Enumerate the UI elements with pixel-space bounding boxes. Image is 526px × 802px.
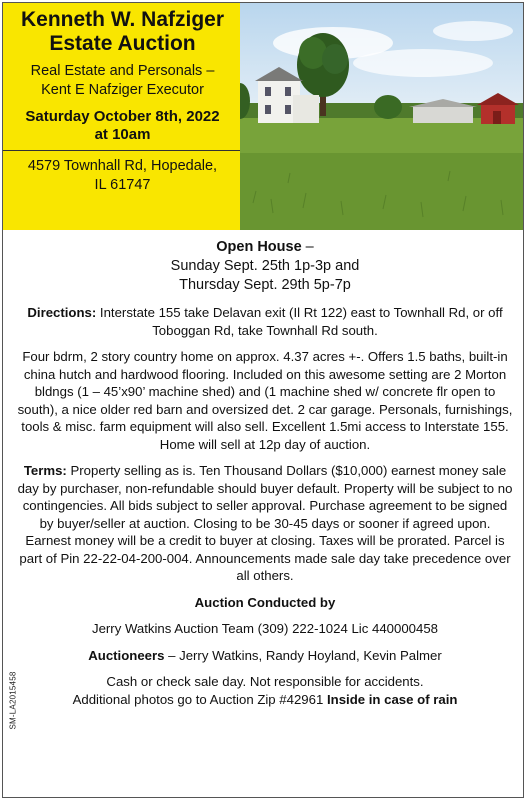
open-house-dash: – bbox=[301, 239, 314, 255]
auction-subtitle bbox=[11, 62, 234, 100]
terms bbox=[17, 462, 513, 585]
address-line-2: IL 61747 bbox=[94, 177, 151, 193]
conducted-by-text: Jerry Watkins Auction Team (309) 222-1024 Lic 440000458 bbox=[91, 621, 438, 636]
open-house-line-1: Sunday Sept. 25th 1p-3p and bbox=[170, 258, 360, 274]
open-house-label: Open House bbox=[216, 239, 302, 255]
terms-label: Terms: bbox=[23, 463, 67, 478]
header-divider bbox=[3, 150, 240, 151]
title-line-2: Estate Auction bbox=[49, 32, 196, 55]
conducted-by-label: Auction Conducted by bbox=[194, 594, 336, 610]
footer-line-2: Additional photos go to Auction Zip #42961 bbox=[72, 691, 327, 707]
open-house-line-2: Thursday Sept. 29th 5p-7p bbox=[179, 277, 351, 293]
directions bbox=[17, 304, 513, 339]
header-panel bbox=[3, 3, 240, 230]
address-line-1: 4579 Townhall Rd, Hopedale, bbox=[27, 158, 218, 174]
rain-notice: Inside in case of rain bbox=[326, 691, 458, 707]
terms-text: Property selling as is. Ten Thousand Dollars ($10,000) earnest money sale day by purchaser, non-refundable should buyer default. Property will be subject to no contingencies. All bids subject to seller approval. Purchase agreement to be signed by buyer/seller at auction. Closing to be 30-45 days or sooner if agreed upon. Earnest money will be a credit to buyer at closing. Taxes will be prorated. Parcel is part of Pin 22-22-04-200-004. Announcements made sale day take precedence over all others. bbox=[17, 463, 513, 583]
ad-body bbox=[3, 238, 523, 708]
auctioneers-label: Auctioneers bbox=[88, 647, 165, 663]
title-line-1: Kenneth W. Nafziger bbox=[20, 8, 225, 31]
open-house bbox=[17, 238, 513, 295]
subtitle-line-1: Real Estate and Personals – bbox=[30, 63, 215, 79]
auctioneers bbox=[17, 647, 513, 665]
property-description: Four bdrm, 2 story country home on approx. 4.37 acres +-. Offers 1.5 baths, built-in china hutch and hardwood flooring. Included on this awesome setting are 2 Morton bldngs (1 – 45’x90’ machine shed) and (1 machine shed w/ concrete flr open to south), a nice older red barn and oversized det. 2 car garage. Personals, furnishings, tools & misc. farm equipment will also sell. Excellent 1.5mi access to Interstate 155. Home will sell at 12p day of auction. bbox=[17, 349, 513, 452]
auction-ad bbox=[2, 2, 524, 798]
side-code: SM-LA2015458 bbox=[8, 671, 18, 730]
footer-line-1: Cash or check sale day. Not responsible for accidents. bbox=[106, 674, 424, 689]
subtitle-line-2: Kent E Nafziger Executor bbox=[41, 82, 204, 98]
auction-title bbox=[11, 8, 234, 56]
directions-label: Directions: bbox=[27, 305, 97, 320]
header-section bbox=[3, 3, 523, 230]
directions-text: Interstate 155 take Delavan exit (Il Rt 122) east to Townhall Rd, or off Toboggan Rd, take Townhall Rd south. bbox=[96, 305, 503, 338]
auctioneers-text: – Jerry Watkins, Randy Hoyland, Kevin Palmer bbox=[164, 647, 442, 663]
date-line-1: Saturday October 8th, 2022 bbox=[25, 108, 220, 125]
auction-date bbox=[11, 108, 234, 144]
auction-address bbox=[11, 157, 234, 195]
footer-notes bbox=[17, 673, 513, 708]
date-line-2: at 10am bbox=[94, 126, 151, 143]
